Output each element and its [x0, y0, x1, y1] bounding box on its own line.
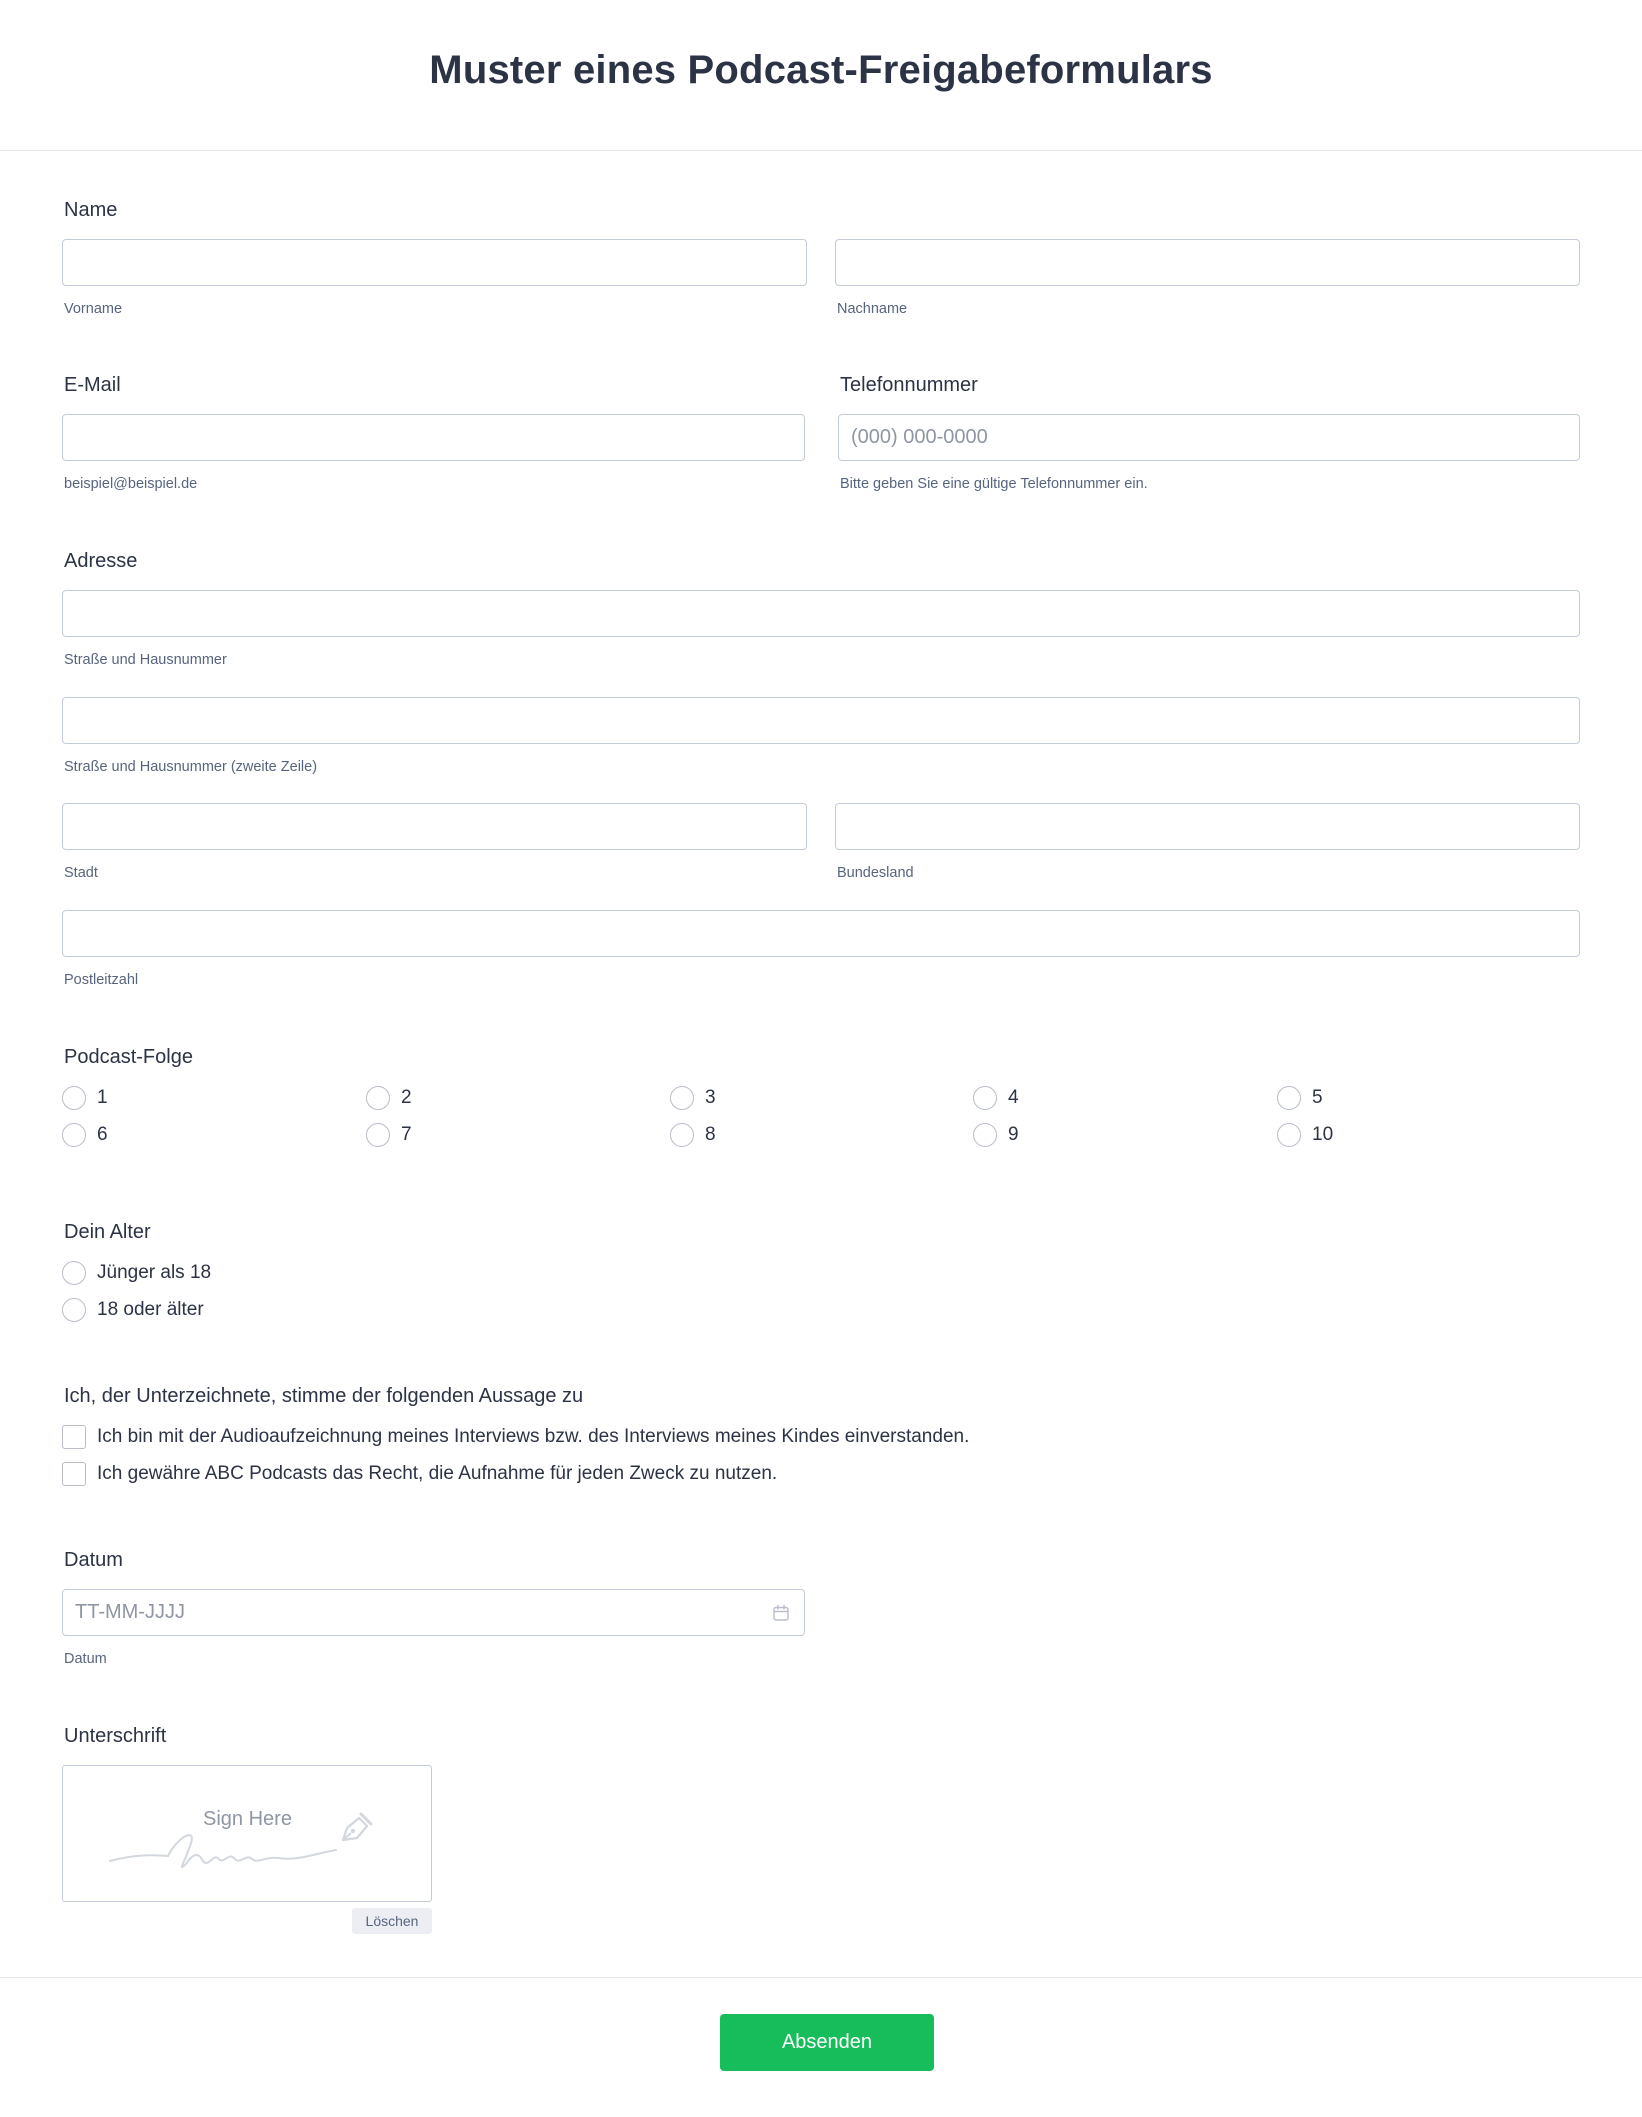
consent-recording-option[interactable] [62, 1425, 969, 1449]
date-input[interactable] [62, 1589, 805, 1636]
date-label: Datum [64, 1549, 123, 1571]
last-name-input[interactable] [835, 239, 1580, 286]
checkbox[interactable] [62, 1462, 86, 1486]
state-input[interactable] [835, 803, 1580, 850]
episode-option[interactable] [62, 1123, 108, 1147]
age-option-under-18[interactable] [62, 1261, 211, 1285]
episode-option[interactable] [366, 1123, 412, 1147]
checkbox[interactable] [62, 1425, 86, 1449]
email-label: E-Mail [64, 374, 121, 396]
signature-prompt: Sign Here [203, 1808, 292, 1830]
radio-button[interactable] [62, 1298, 86, 1322]
episode-option[interactable] [1277, 1086, 1323, 1110]
radio-button[interactable] [366, 1123, 390, 1147]
email-input[interactable] [62, 414, 805, 461]
phone-sublabel: Bitte geben Sie eine gültige Telefonnummer ein. [840, 476, 1148, 492]
episode-option-label: 9 [1008, 1124, 1019, 1145]
episode-option[interactable] [1277, 1123, 1333, 1147]
radio-button[interactable] [366, 1086, 390, 1110]
radio-button[interactable] [670, 1086, 694, 1110]
episode-option-label: 2 [401, 1087, 412, 1108]
city-input[interactable] [62, 803, 807, 850]
first-name-sublabel: Vorname [64, 301, 123, 317]
phone-input[interactable] [838, 414, 1580, 461]
episode-option-label: 7 [401, 1124, 412, 1145]
street1-input[interactable] [62, 590, 1580, 637]
episode-option[interactable] [973, 1086, 1019, 1110]
signature-label: Unterschrift [64, 1725, 167, 1747]
form-header [0, 0, 1642, 151]
episode-option-label: 8 [705, 1124, 716, 1145]
radio-button[interactable] [973, 1123, 997, 1147]
calendar-icon[interactable] [772, 1604, 790, 1622]
radio-button[interactable] [973, 1086, 997, 1110]
first-name-input[interactable] [62, 239, 807, 286]
zip-input[interactable] [62, 910, 1580, 957]
clear-signature-button[interactable]: Löschen [352, 1908, 432, 1934]
age-option-label: Jünger als 18 [97, 1262, 212, 1283]
city-sublabel: Stadt [64, 865, 98, 881]
form-title: Muster eines Podcast-Freigabeformulars [429, 48, 1213, 92]
street2-sublabel: Straße und Hausnummer (zweite Zeile) [64, 759, 318, 775]
street1-sublabel: Straße und Hausnummer [64, 652, 227, 668]
pen-nib-icon [335, 1808, 375, 1848]
consent-option-label: Ich gewähre ABC Podcasts das Recht, die Aufnahme für jeden Zweck zu nutzen. [97, 1463, 778, 1484]
age-option-18-plus[interactable] [62, 1298, 204, 1322]
age-label: Dein Alter [64, 1221, 151, 1243]
episode-option-label: 10 [1312, 1124, 1334, 1145]
episode-option-label: 5 [1312, 1087, 1323, 1108]
consent-label: Ich, der Unterzeichnete, stimme der folgenden Aussage zu [64, 1385, 584, 1407]
radio-button[interactable] [62, 1261, 86, 1285]
radio-button[interactable] [1277, 1123, 1301, 1147]
radio-button[interactable] [62, 1123, 86, 1147]
state-sublabel: Bundesland [837, 865, 914, 881]
zip-sublabel: Postleitzahl [64, 972, 139, 988]
episode-option-label: 6 [97, 1124, 108, 1145]
consent-usage-option[interactable] [62, 1462, 777, 1486]
email-sublabel: beispiel@beispiel.de [64, 476, 198, 492]
episode-option[interactable] [62, 1086, 108, 1110]
episode-option-label: 4 [1008, 1087, 1019, 1108]
episode-option[interactable] [670, 1123, 716, 1147]
episode-option-label: 3 [705, 1087, 716, 1108]
episode-option[interactable] [670, 1086, 716, 1110]
street2-input[interactable] [62, 697, 1580, 744]
submit-button[interactable]: Absenden [720, 2014, 934, 2071]
signature-pad[interactable] [62, 1765, 432, 1902]
phone-label: Telefonnummer [840, 374, 978, 396]
episode-option-label: 1 [97, 1087, 108, 1108]
radio-button[interactable] [62, 1086, 86, 1110]
name-label: Name [64, 199, 118, 221]
episode-label: Podcast-Folge [64, 1046, 193, 1068]
address-label: Adresse [64, 550, 138, 572]
radio-button[interactable] [1277, 1086, 1301, 1110]
age-option-label: 18 oder älter [97, 1299, 204, 1320]
episode-option[interactable] [366, 1086, 412, 1110]
radio-button[interactable] [670, 1123, 694, 1147]
consent-option-label: Ich bin mit der Audioaufzeichnung meines Interviews bzw. des Interviews meines Kindes einverstanden. [97, 1426, 970, 1447]
last-name-sublabel: Nachname [837, 301, 908, 317]
episode-option[interactable] [973, 1123, 1019, 1147]
date-sublabel: Datum [64, 1651, 107, 1667]
